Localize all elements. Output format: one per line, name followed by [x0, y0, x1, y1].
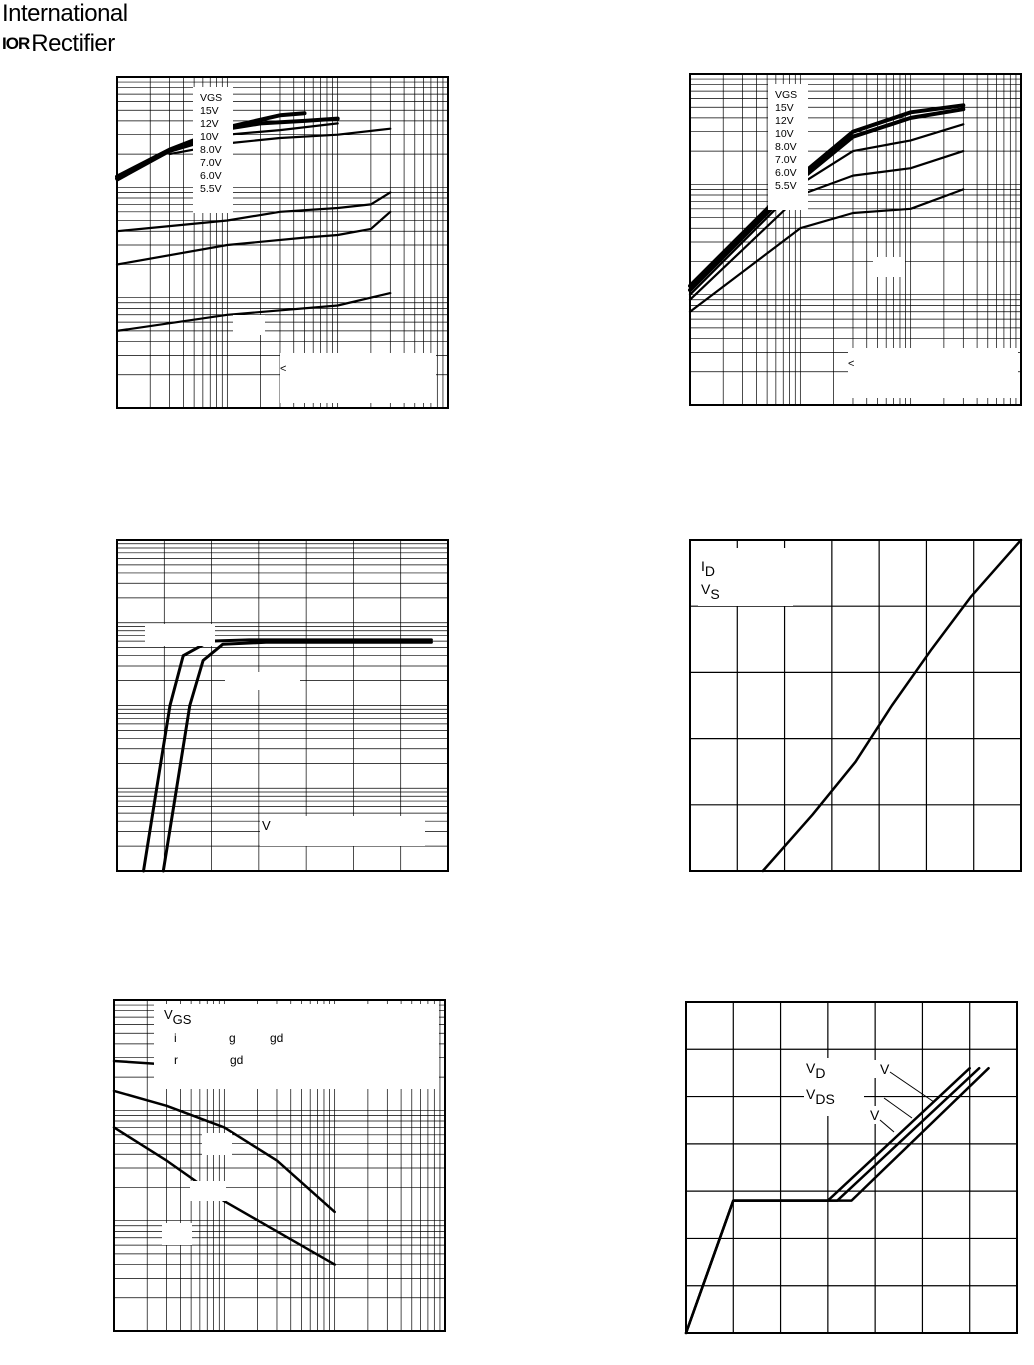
label-id-sub: D [704, 563, 716, 579]
legend-entry: 5.5V [775, 180, 797, 192]
legend-entry: 8.0V [775, 141, 797, 153]
label-v1: V [880, 1061, 890, 1077]
grid [686, 1002, 1017, 1333]
note-text: < [280, 363, 287, 375]
chart-output-characteristics-a [115, 75, 450, 410]
leader-lines [880, 1072, 934, 1132]
legend-title: VGS [200, 92, 223, 104]
label-vds-main: V [806, 1086, 816, 1102]
legend-row3-text: gd [230, 1053, 244, 1067]
legend-row2-text: gd [270, 1031, 284, 1045]
leader-line [880, 1120, 894, 1132]
series-3 [690, 124, 963, 294]
c3-svg [115, 538, 450, 873]
c6-svg [684, 1000, 1019, 1335]
note-text: < [848, 358, 855, 370]
legend-row2-text: i [174, 1031, 177, 1045]
legend-entry: 6.0V [200, 170, 222, 182]
label-mask-2 [225, 672, 300, 690]
note-text: V [262, 818, 271, 833]
label-vds-sub: DS [815, 1091, 835, 1107]
series-4 [690, 151, 963, 300]
legend-row2-text: g [229, 1031, 236, 1045]
brand-line1: International [2, 0, 128, 27]
label-mask-2 [190, 1181, 226, 1201]
legend-entry: 10V [775, 128, 794, 140]
note-box [848, 348, 1018, 398]
series-1 [763, 540, 1021, 871]
legend-vgs-sub: GS [172, 1012, 192, 1027]
c4-svg [688, 538, 1023, 873]
label-vd-sub: D [815, 1065, 826, 1081]
chart-gate-charge [684, 1000, 1019, 1335]
legend-entry: 12V [200, 118, 219, 130]
legend-box [154, 1004, 439, 1089]
label-v2: V [870, 1107, 880, 1123]
legend-entry: 7.0V [200, 157, 222, 169]
leader-line [890, 1072, 934, 1102]
brand-logo [0, 0, 140, 56]
plot-frame [686, 1002, 1017, 1333]
c5-svg [112, 998, 447, 1333]
label-mask [873, 257, 905, 277]
series-6 [117, 212, 390, 265]
legend-entry: 8.0V [200, 144, 222, 156]
legend-entry: 12V [775, 115, 794, 127]
legend-entry: 7.0V [775, 154, 797, 166]
ior-logo: IOR [2, 34, 30, 53]
label-mask-1 [202, 1133, 232, 1155]
label-vd-main: V [806, 1060, 816, 1076]
c2-svg [688, 72, 1023, 407]
note-box [280, 353, 436, 403]
legend-entry: 10V [200, 131, 219, 143]
series-1 [690, 105, 963, 286]
legend-entry: 15V [775, 102, 794, 114]
brand-rectifier: Rectifier [31, 30, 115, 57]
legend-entry: 6.0V [775, 167, 797, 179]
note-box [260, 816, 425, 846]
brand-line2 [2, 30, 115, 58]
label-vs-main: V [701, 581, 711, 597]
label-mask [233, 315, 265, 335]
chart-capacitance [112, 998, 447, 1333]
label-mask-1 [145, 624, 215, 646]
legend-entry: 5.5V [200, 183, 222, 195]
leader-line [884, 1098, 912, 1118]
legend-title: VGS [775, 89, 798, 101]
label-id-main: I [701, 558, 705, 574]
c1-svg [115, 75, 450, 410]
chart-output-characteristics-b [688, 72, 1023, 407]
legend-vgs-main: V [164, 1007, 173, 1022]
legend-row3-text: r [174, 1053, 178, 1067]
legend-entry: 15V [200, 105, 219, 117]
label-mask-3 [162, 1223, 192, 1245]
label-vs-sub: S [710, 586, 720, 602]
chart-transfer-characteristics [115, 538, 450, 873]
chart-normalized-resistance [688, 538, 1023, 873]
